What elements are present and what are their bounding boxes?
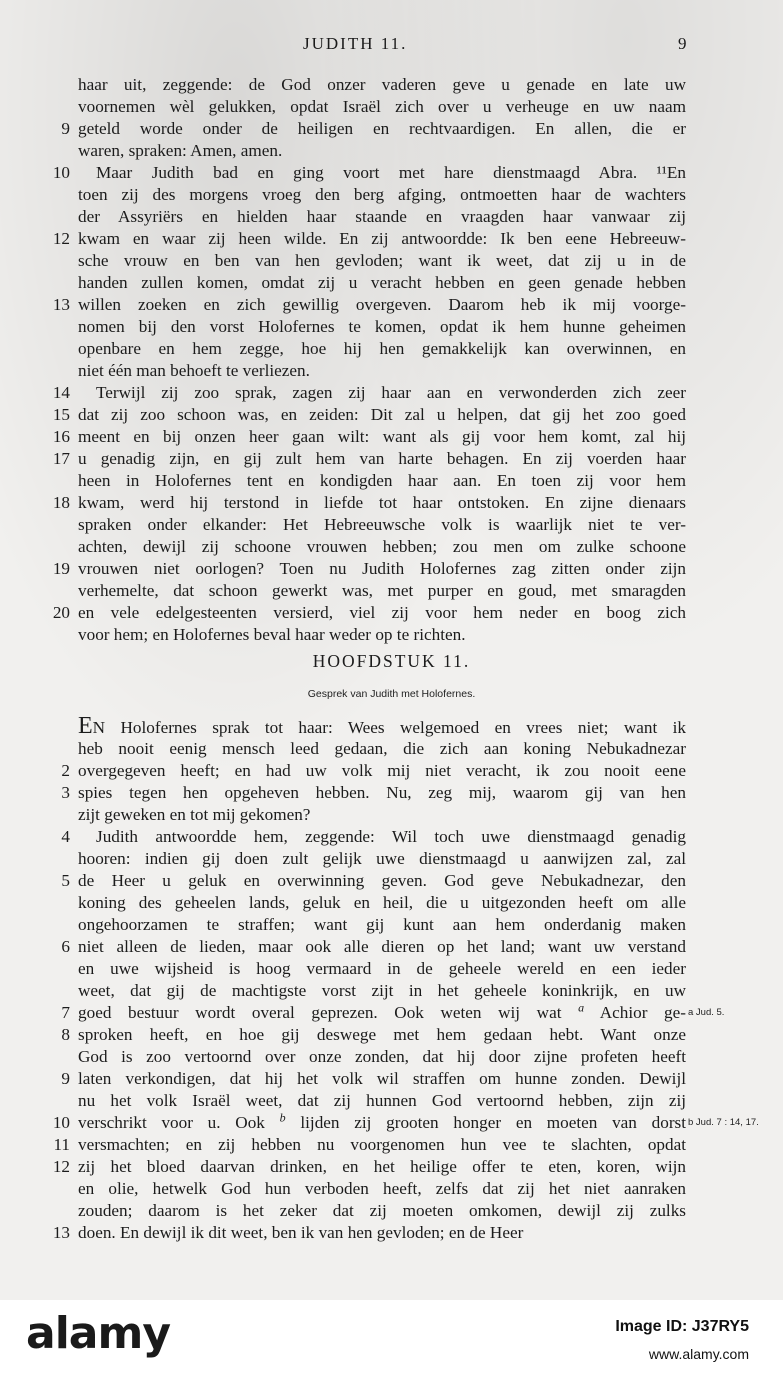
verse-number: 20: [52, 603, 70, 622]
text-line: vrouwen niet oorlogen? Toen nu Judith Holofernes zag zitten onder zijn: [78, 559, 686, 578]
text-line: hooren: indien gij doen zult gelijk uwe dienstmaagd u aanwijzen zal, zal: [78, 849, 686, 868]
text-line: toen zij des morgens vroeg den berg afging, ontmoetten haar de wachters: [78, 185, 686, 204]
text-line: zij het bloed daarvan drinken, en het heilige offer te eten, koren, wijn: [78, 1157, 686, 1176]
verse-number: 4: [61, 827, 70, 846]
text-line: God is zoo vertoornd over onze zonden, dat hij door zijne profeten heeft: [78, 1047, 686, 1066]
verse-number: 2: [61, 761, 70, 780]
footnote-marker: a: [578, 1000, 585, 1015]
text-line: spies tegen hen opgeheven hebben. Nu, zeg mij, waarom gij van hen: [78, 783, 686, 802]
verse-number: 13: [52, 1223, 70, 1242]
text-line: meent en bij onzen heer gaan wilt: want als gij voor hem komt, zal hij: [78, 427, 686, 446]
text-line: nu het volk Israël weet, dat zij hunnen God vertoornd hebben, zijn zij: [78, 1091, 686, 1110]
chapter-heading: HOOFDSTUK 11.: [312, 651, 471, 671]
text-line: weet, dat gij de machtigste vorst zijt in het geheele koninkrijk, en uw: [78, 981, 686, 1000]
margin-cross-reference: a Jud. 5.: [688, 1007, 725, 1018]
text-line: handen zullen komen, omdat zij u veracht hebben en geen genade hebben: [78, 273, 686, 292]
text-line: zijt geweken en tot mij gekomen?: [78, 805, 311, 824]
text-line: willen zoeken en zich gewillig overgeven. Daarom heb ik mij voorge-: [78, 295, 686, 314]
text-line: kwam, werd hij terstond in liefde tot haar ontstoken. En zijne dienaars: [78, 493, 686, 512]
text-line: laten verkondigen, dat hij het volk wil straffen om hunne zonden. Dewijl: [78, 1069, 686, 1088]
verse-number: 13: [52, 295, 70, 314]
text-segment: verschrikt voor u. Ook: [78, 1113, 265, 1132]
verse-number: 10: [52, 163, 70, 182]
image-id: Image ID: J37RY5: [615, 1318, 749, 1335]
verse-number: 6: [61, 937, 70, 956]
verse-number: 12: [52, 229, 70, 248]
text-line: niet één man behoeft te verliezen.: [78, 361, 310, 380]
text-line: u genadig zijn, en gij zult hem van harte behagen. En zij voerden haar: [78, 449, 686, 468]
text-line: Judith antwoordde hem, zeggende: Wil toch uwe dienstmaagd genadig: [96, 827, 686, 846]
text-line: en vele edelgesteenten versierd, viel zij voor hem neder en boog zich: [78, 603, 686, 622]
verse-number: 10: [52, 1113, 70, 1132]
text-line: heen in Holofernes tent en kondigden haar aan. En toen zij voor hem: [78, 471, 686, 490]
running-header: [0, 34, 783, 54]
text-line: haar uit, zeggende: de God onzer vaderen geve u genade en late uw: [78, 75, 686, 94]
running-title: JUDITH 11.: [303, 34, 408, 53]
text-line: geteld worde onder de heiligen en rechtvaardigen. En allen, die er: [78, 119, 686, 138]
page-number: 9: [678, 34, 687, 53]
margin-cross-reference: b Jud. 7 : 14, 17.: [688, 1117, 759, 1128]
verse-number: 11: [53, 1135, 70, 1154]
text-line: sproken heeft, en hoe gij deswege met hem gedaan hebt. Want onze: [78, 1025, 686, 1044]
text-line: [78, 1112, 686, 1134]
text-line: spraken onder elkander: Het Hebreeuwsche volk is waarlijk niet te ver-: [78, 515, 686, 534]
text-line: doen. En dewijl ik dit weet, ben ik van hen gevloden; en de Heer: [78, 1223, 524, 1242]
text-line: en olie, hetwelk God hun verboden heeft, zelfs dat zij het niet aanraken: [78, 1179, 686, 1198]
text-line: dat zij zoo schoon was, en zeiden: Dit zal u helpen, dat gij het zoo goed: [78, 405, 686, 424]
verse-number: 14: [52, 383, 70, 402]
text-line: [78, 1002, 686, 1024]
verse-number: 7: [61, 1003, 70, 1022]
footnote-marker: b: [279, 1110, 286, 1125]
verse-number: 17: [52, 449, 70, 468]
text-line: nomen bij den vorst Holofernes te komen, opdat ik hem hunne geheimen: [78, 317, 686, 336]
verse-number: 9: [61, 119, 70, 138]
verse-number: 3: [61, 783, 70, 802]
first-line-text: N Holofernes sprak tot haar: Wees welgemoed en vrees niet; want ik: [92, 718, 686, 737]
verse-number: 5: [61, 871, 70, 890]
verse-number: 16: [52, 427, 70, 446]
verse-number: 12: [52, 1157, 70, 1176]
text-line: waren, spraken: Amen, amen.: [78, 141, 283, 160]
text-line: zouden; daarom is het zeker dat zij moeten omkomen, dewijl zij zulks: [78, 1201, 686, 1220]
text-line: openbare en hem zegge, hoe hij hen gemakkelijk kan overwinnen, en: [78, 339, 686, 358]
text-line: verhemelte, dat schoon gewerkt was, met purper en goud, met smaragden: [78, 581, 686, 600]
text-line: versmachten; en zij hebben nu voorgenomen hun vee te slachten, opdat: [78, 1135, 686, 1154]
drop-cap: E: [78, 713, 93, 739]
chapter-first-line: [78, 715, 686, 737]
text-line: Terwijl zij zoo sprak, zagen zij haar aan en verwonderden zich zeer: [96, 383, 686, 402]
verse-number: 18: [52, 493, 70, 512]
text-line: kwam en waar zij heen wilde. En zij antwoordde: Ik ben eene Hebreeuw-: [78, 229, 686, 248]
text-line: niet alleen de lieden, maar ook alle dieren op het land; want uw verstand: [78, 937, 686, 956]
text-line: overgegeven heeft; en had uw volk mij niet veracht, ik zou nooit eene: [78, 761, 686, 780]
text-line: de Heer u geluk en overwinning geven. God geve Nebukadnezar, den: [78, 871, 686, 890]
verse-number: 15: [52, 405, 70, 424]
verse-number: 9: [61, 1069, 70, 1088]
alamy-logo: alamy: [26, 1308, 170, 1359]
verse-number: 8: [61, 1025, 70, 1044]
text-line: Maar Judith bad en ging voort met hare dienstmaagd Abra. ¹¹En: [96, 163, 686, 182]
site-url: www.alamy.com: [648, 1346, 749, 1362]
text-line: achten, dewijl zij schoone vrouwen hebben; zou men om zulke schoone: [78, 537, 686, 556]
verse-number: 19: [52, 559, 70, 578]
text-segment: lijden zij grooten honger en moeten van dorst: [300, 1113, 687, 1132]
text-line: en uwe wijsheid is hoog vermaard in de geheele wereld en een ieder: [78, 959, 686, 978]
text-line: voornemen wèl gelukken, opdat Israël zich over u verheuge en uw naam: [78, 97, 686, 116]
text-line: heb nooit eenig mensch leed gedaan, die zich aan koning Nebukadnezar: [78, 739, 686, 758]
text-line: ongehoorzamen te straffen; want gij kunt aan hem onderdanig maken: [78, 915, 686, 934]
text-line: koning des geheelen lands, geluk en heil, die u uitgezonden heeft om alle: [78, 893, 686, 912]
text-line: sche vrouw en ben van hen gevloden; want ik weet, dat zij u in de: [78, 251, 686, 270]
text-line: voor hem; en Holofernes beval haar weder op te richten.: [78, 625, 466, 644]
text-segment: goed bestuur wordt overal geprezen. Ook weten wij wat: [78, 1003, 562, 1022]
text-line: der Assyriërs en hielden haar staande en vraagden haar vanwaar zij: [78, 207, 686, 226]
text-segment: Achior ge-: [599, 1003, 686, 1022]
chapter-summary: Gesprek van Judith met Holofernes.: [307, 688, 476, 700]
